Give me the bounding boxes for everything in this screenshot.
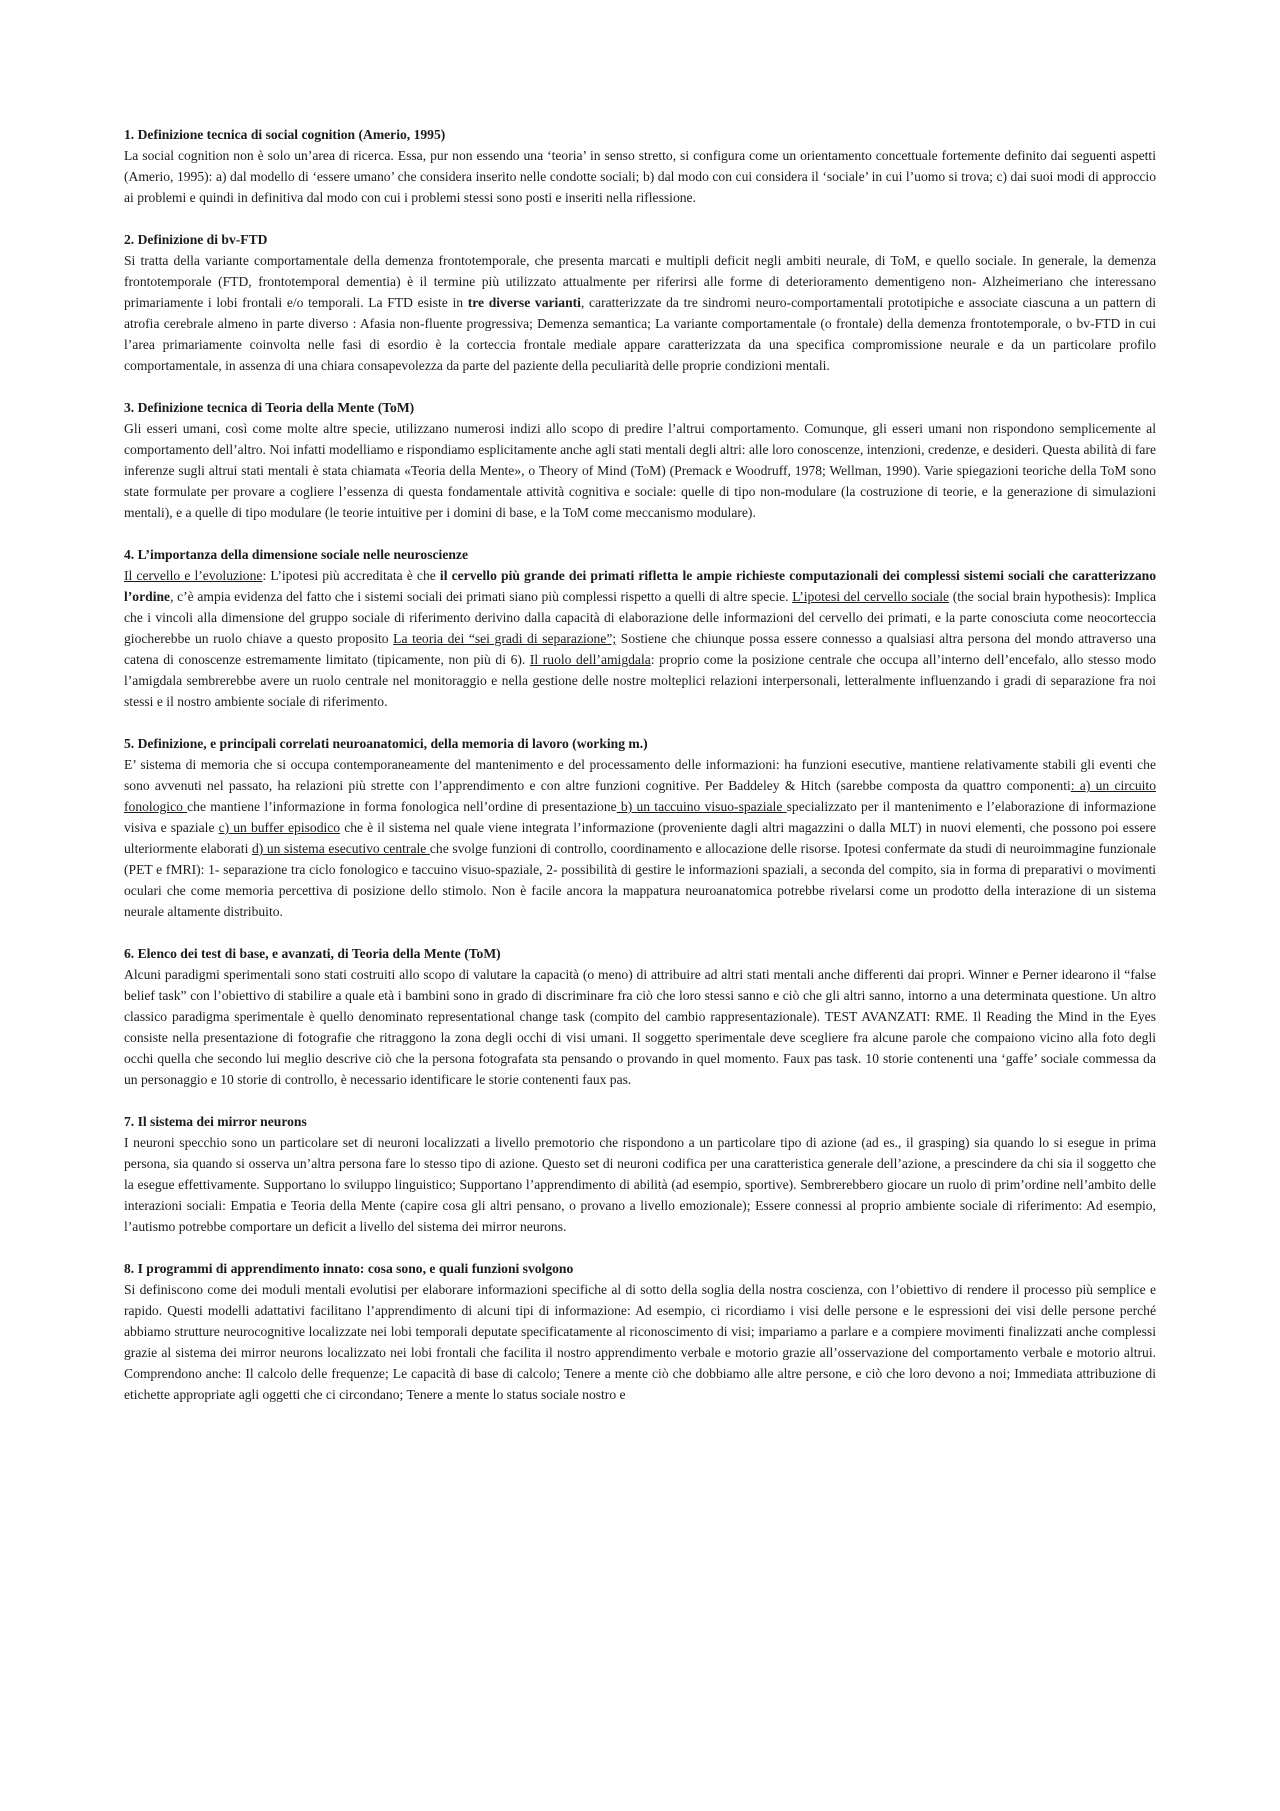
section-title: 6. Elenco dei test di base, e avanzati, di Teoria della Mente (ToM) xyxy=(124,946,501,961)
section-mirror-neurons xyxy=(124,1111,1156,1237)
underlined-text: Il ruolo dell’amigdala xyxy=(529,652,651,667)
text-run: che è il sistema nel quale viene integrata l’informazione (proveniente dagli altri magazzini o dalla MLT) in nuovi elementi, che possono poi essere ulteriormente elaborati xyxy=(124,820,1156,856)
underlined-text: L’ipotesi del cervello sociale xyxy=(792,589,950,604)
text-run: (the social brain hypothesis): Implica che i vincoli alla dimensione del gruppo sociale di riferimento derivino dalla capacità di elaborazione delle informazioni del cervello dei primati, e la parte conosciuta come neocorteccia giocherebbe un ruolo chiave a questo proposito xyxy=(124,589,1156,646)
text-run: E’ sistema di memoria che si occupa contemporaneamente del mantenimento e del processamento delle informazioni: ha funzioni esecutive, mantiene relativamente stabili gli eventi che sono avvenuti nel passato, ha relazioni più strette con l’apprendimento e con altre funzioni cognitive. Per Baddeley & Hitch (sarebbe composta da quattro componenti xyxy=(124,757,1156,793)
underlined-text: b) un taccuino visuo-spaziale xyxy=(616,799,787,814)
text-run: , c’è ampia evidenza del fatto che i sistemi sociali dei primati siano più complessi rispetto a quelli di altre specie. xyxy=(170,589,793,604)
section-title: 4. L’importanza della dimensione sociale nelle neuroscienze xyxy=(124,547,468,562)
section-title: 3. Definizione tecnica di Teoria della Mente (ToM) xyxy=(124,400,415,415)
section-body xyxy=(124,754,1156,922)
underlined-text: c) un buffer episodico xyxy=(218,820,341,835)
section-body xyxy=(124,565,1156,712)
section-title: 1. Definizione tecnica di social cognition (Amerio, 1995) xyxy=(124,127,446,142)
text-run: Sostiene che chiunque possa essere connesso a qualsiasi altra persona del mondo attraverso una catena di conoscenze estremamente limitato (tipicamente, non più di 6). xyxy=(124,631,1157,667)
section-body: Si definiscono come dei moduli mentali evolutisi per elaborare informazioni specifiche al di sotto della soglia della nostra coscienza, con l’obiettivo di rendere il processo più semplice e rapido. Questi modelli adattativi facilitano l’apprendimento di alcuni tipi di informazione: Ad esempio, ci ricordiamo i visi delle persone e le espressioni dei visi delle persone perché abbiamo strutture neurocognitive localizzate nei lobi temporali deputate specificatamente al riconoscimento di visi; impariamo a parlare e a compiere movimenti finalizzati anche complessi grazie al sistema dei mirror neurons localizzato nei lobi frontali che facilita il nostro apprendimento verbale e motorio grazie all’osservazione del comportamento verbale e motorio altrui. Comprendono anche: Il calcolo delle frequenze; Le capacità di base di calcolo; Tenere a mente ciò che dobbiamo alle altre persone, e ciò che loro devono a noi; Immediata attribuzione di etichette appropriate agli oggetti che ci circondano; Tenere a mente lo status sociale nostro e xyxy=(124,1282,1156,1402)
section-body: La social cognition non è solo un’area di ricerca. Essa, pur non essendo una ‘teoria’ in senso stretto, si configura come un orientamento concettuale fortemente definito dai seguenti aspetti (Amerio, 1995): a) dal modello di ‘essere umano’ che considera inserito nelle condotte sociali; b) dal modo con cui considera il ‘sociale’ in cui l’uomo si trova; c) dai suoi modi di approccio ai problemi e quindi in definitiva dal modo con cui i problemi stessi sono posti e inseriti nella riflessione. xyxy=(124,148,1156,205)
text-run: : L’ipotesi più accreditata è che xyxy=(262,568,440,583)
section-body: Alcuni paradigmi sperimentali sono stati costruiti allo scopo di valutare la capacità (o meno) di attribuire ad altri stati mentali anche differenti dai propri. Winner e Perner idearono il “false belief task” con l’obiettivo di stabilire a quale età i bambini sono in grado di discriminare fra ciò che loro stessi sanno e ciò che gli altri sanno, intorno a una determinata questione. Un altro classico paradigma sperimentale è quello denominato representational change task (compito del cambio rappresentazionale). TEST AVANZATI: RME. Il Reading the Mind in the Eyes consiste nella presentazione di fotografie che ritraggono la zona degli occhi di visi umani. Il soggetto sperimentale deve scegliere fra alcune parole che compaiono vicino alla foto degli occhi quella che secondo lui meglio descrive ciò che la persona fotografata sta pensando o provando in quel momento. Faux pas task. 10 storie contenenti una ‘gaffe’ sociale commessa da un personaggio e 10 storie di controllo, è necessario identificare le storie contenenti faux pas. xyxy=(124,967,1156,1087)
section-tom-tests xyxy=(124,943,1156,1090)
section-body: I neuroni specchio sono un particolare set di neuroni localizzati a livello premotorio che rispondono a un particolare tipo di azione (ad es., il grasping) sia quando lo si esegue in prima persona, sia quando si osserva un’altra persona fare lo stesso tipo di azione. Questo set di neuroni codifica per una caratteristica generale dell’azione, a prescindere da chi sia il soggetto che la esegue effettivamente. Supportano lo sviluppo linguistico; Supportano l’apprendimento di abilità (ad esempio, sportive). Sembrerebbero giocare un ruolo di prim’ordine nell’ambito delle interazioni sociali: Empatia e Teoria della Mente (capire cosa gli altri pensano, o provano a livello emozionale); Essere connessi al proprio ambiente sociale di riferimento: Ad esempio, l’autismo potrebbe comportare un deficit a livello del sistema dei mirror neurons. xyxy=(124,1135,1156,1234)
document-page xyxy=(124,124,1156,1426)
underlined-text: La teoria dei “sei gradi di separazione”; xyxy=(393,631,617,646)
text-run: che mantiene l’informazione in forma fonologica nell’ordine di presentazione xyxy=(187,799,617,814)
section-body: Gli esseri umani, così come molte altre specie, utilizzano numerosi indizi allo scopo di predire l’altrui comportamento. Comunque, gli esseri umani non rispondono semplicemente al comportamento dell’altro. Noi infatti modelliamo e rispondiamo esplicitamente anche agli stati mentali degli altri: alle loro conoscenze, intenzioni, credenze, e desideri. Questa abilità di fare inferenze sugli altrui stati mentali è stata chiamata «Teoria della Mente», o Theory of Mind (ToM) (Premack e Woodruff, 1978; Wellman, 1990). Varie spiegazioni teoriche della ToM sono state formulate per provare a cogliere l’essenza di questa fondamentale attività cognitiva e sociale: quelle di tipo non-modulare (la costruzione di teorie, e la generazione di simulazioni mentali), e a quelle di tipo modulare (le teorie intuitive per i domini di base, e la ToM come meccanismo modulare). xyxy=(124,421,1156,520)
underlined-text: Il cervello e l’evoluzione xyxy=(124,568,263,583)
underlined-text: d) un sistema esecutivo centrale xyxy=(251,841,430,856)
text-run: , caratterizzate da tre sindromi neuro-comportamentali prototipiche e associate ciascuna a un pattern di atrofia cerebrale almeno in parte diverso : Afasia non-fluente progressiva; Demenza semantica; La variante comportamentale (o frontale) della demenza frontotemporale, o bv-FTD in cui l’area primariamente coinvolta nelle fasi di esordio è la corteccia frontale mediale appare caratterizzata da una specifica compromissione neurale e da un particolare profilo comportamentale, in assenza di una chiara consapevolezza da parte del paziente della peculiarità delle proprie condizioni mentali. xyxy=(124,295,1156,373)
section-title: 8. I programmi di apprendimento innato: cosa sono, e quali funzioni svolgono xyxy=(124,1261,574,1276)
section-title: 2. Definizione di bv-FTD xyxy=(124,232,268,247)
section-title: 7. Il sistema dei mirror neurons xyxy=(124,1114,307,1129)
bold-text: il cervello più grande dei primati rifletta le ampie richieste computazionali dei complessi sistemi sociali che caratterizzano l’ordine xyxy=(124,568,1157,604)
section-title: 5. Definizione, e principali correlati neuroanatomici, della memoria di lavoro (working m.) xyxy=(124,736,648,751)
section-social-neuroscience xyxy=(124,544,1156,712)
text-run: Si tratta della variante comportamentale della demenza frontotemporale, che presenta marcati e multipli deficit negli ambiti neurale, di ToM, e quello sociale. In generale, la demenza frontotemporale (FTD, frontotemporal dementia) è il termine più utilizzato attualmente per riferirsi alle forme di deterioramento dementigeno non- Alzheimeriano che interessano primariamente i lobi frontali e/o temporali. La FTD esiste in xyxy=(124,253,1156,310)
section-social-cognition xyxy=(124,124,1156,208)
bold-text: tre diverse varianti xyxy=(467,295,581,310)
section-working-memory xyxy=(124,733,1156,922)
section-innate-learning xyxy=(124,1258,1156,1405)
text-run: specializzato per il mantenimento e l’elaborazione di informazione visiva e spaziale xyxy=(124,799,1156,835)
text-run: che svolge funzioni di controllo, coordinamento e allocazione delle risorse. Ipotesi confermate da studi di neuroimmagine funzionale (PET e fMRI): 1- separazione tra ciclo fonologico e taccuino visuo-spaziale, 2- possibilità di gestire le informazioni spaziali, a seconda del compito, sia in forma di preparativi o movimenti oculari che come memoria percettiva di posizione dello stimolo. Non è facile ancora la mappatura neuroanatomica potrebbe rivelarsi come un prodotto della interazione di un sistema neurale altamente distribuito. xyxy=(124,841,1157,919)
section-bv-ftd xyxy=(124,229,1156,376)
text-run: : proprio come la posizione centrale che occupa all’interno dell’encefalo, allo stesso modo l’amigdala sembrerebbe avere un ruolo centrale nel monitoraggio e nella gestione delle nostre molteplici relazioni interpersonali, letteralmente influenzando i gradi di separazione fra noi stessi e il nostro ambiente sociale di riferimento. xyxy=(124,652,1156,709)
underlined-text: : a) un circuito fonologico xyxy=(124,778,1156,814)
section-body xyxy=(124,250,1156,376)
section-theory-of-mind xyxy=(124,397,1156,523)
